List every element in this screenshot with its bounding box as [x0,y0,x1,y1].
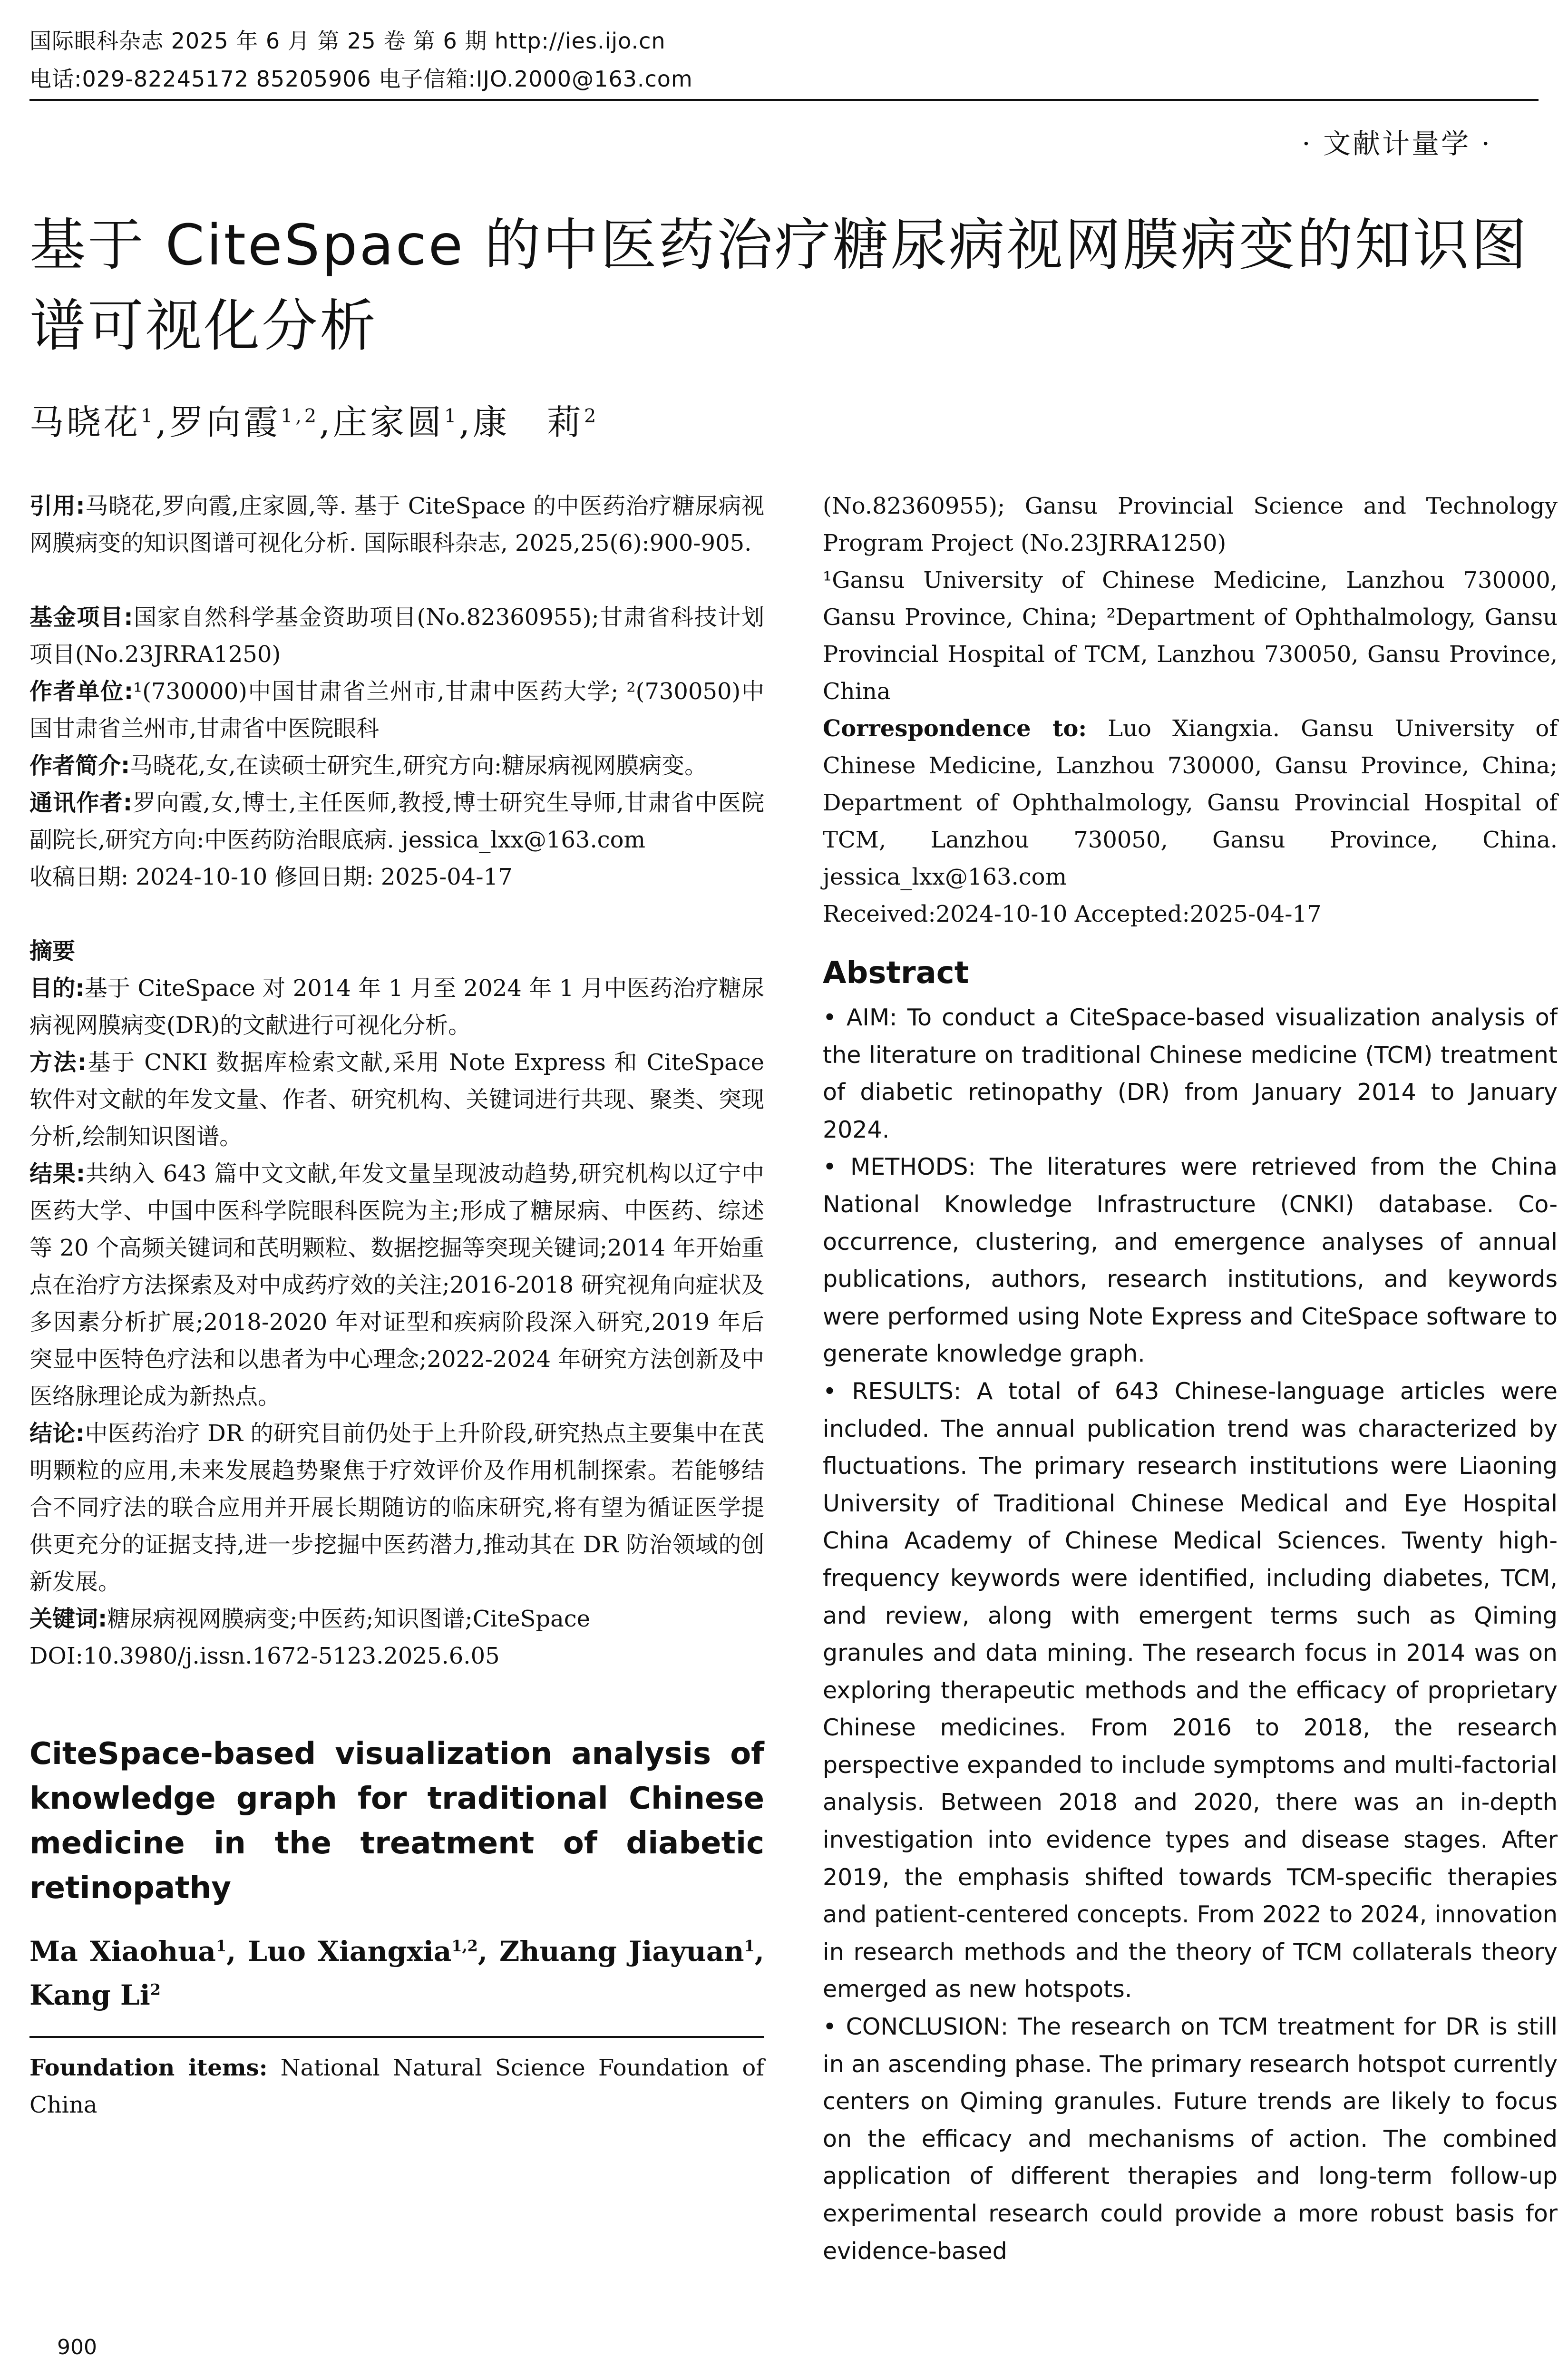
abstract-results: • RESULTS: A total of 643 Chinese-language articles were included. The annual publication trend was characterized by fluctuations. The primary research institutions were Liaoning University of Traditional Chinese Medical and Eye Hospital China Academy of Chinese Medical Sciences. Twenty high-frequency keywords were identified, including diabetes, TCM, and review, along with emergent terms such as Qiming granules and data mining. The research focus in 2014 was on exploring therapeutic methods and the efficacy of proprietary Chinese medicines. From 2016 to 2018, the research perspective expanded to include symptoms and multi-factorial analysis. Between 2018 and 2020, there was an in-depth investigation into evidence types and disease stages. After 2019, the emphasis shifted towards TCM-specific therapies and patient-centered concepts. From 2022 to 2024, innovation in research methods and the theory of TCM collaterals theory emerged as new hotspots. [823,1377,1558,2003]
author-affiliation: 2 [150,1980,161,1999]
citation-label: 引用: [29,493,85,519]
author-name: 康 莉 [473,402,584,442]
english-title: CiteSpace-based visualization analysis of knowledge graph for traditional Chinese medicine in the treatment of diabetic retinopathy [29,1736,764,1906]
foundation-items [29,2049,764,2124]
keywords-label: 关键词: [29,1606,107,1632]
foundation-text: National Natural Science Foundation of China [29,2055,764,2118]
author-affiliation: 1 [444,405,459,427]
method-text: 基于 CNKI 数据库检索文献,采用 Note Express 和 CiteSpace 软件对文献的年发文量、作者、研究机构、关键词进行共现、聚类、突现分析,绘制知识图谱。 [29,1049,764,1150]
journal-header-line1: 国际眼科杂志 2025 年 6 月 第 25 卷 第 6 期 http://ies.ijo.cn [29,28,666,54]
unit-text: ¹(730000)中国甘肃省兰州市,甘肃中医药大学; ²(730050)中国甘肃省兰州市,甘肃省中医院眼科 [29,678,764,742]
author-name: 罗向霞 [169,402,281,442]
unit [29,673,764,747]
bio-label: 作者简介: [29,752,130,779]
received-accepted: Received:2024-10-10 Accepted:2025-04-17 [823,901,1322,927]
corr-label: 通讯作者: [29,789,133,816]
section-tag: · 文献计量学 · [1302,127,1492,160]
foundation-label: Foundation items: [29,2055,268,2081]
conclusion-label: 结论: [29,1420,85,1447]
abstract-aim: • AIM: To conduct a CiteSpace-based visualization analysis of the literature on traditional Chinese medicine (TCM) treatment of diabetic retinopathy (DR) from January 2014 to January 2024. [823,1004,1558,1143]
author-name: Kang Li [29,1979,150,2011]
english-authors: Ma Xiaohua$^1$, Luo Xiangxia$^{1,2}$, Zhuang Jiayuan$^1$, Kang Li$^2$ [29,1935,764,2011]
correspondence-label: Correspondence to: [823,715,1087,742]
page-number: 900 [57,2335,97,2359]
correspondence [823,710,1558,896]
journal-header-line2: 电话:029-82245172 85205906 电子信箱:IJO.2000@163.com [29,66,693,92]
abstract-conclusion: • CONCLUSION: The research on TCM treatment for DR is still in an ascending phase. The primary research hotspot currently centers on Qiming granules. Future trends are likely to focus on the efficacy and mechanisms of action. The combined application of different therapies and long-term follow-up experimental research could provide a more robust basis for evidence-based [823,2013,1558,2265]
correspondence-text: Luo Xiangxia. Gansu University of Chinese Medicine, Lanzhou 730000, Gansu Province, China; Department of Ophthalmology, Gansu Provincial Hospital of TCM, Lanzhou 730050, Gansu Province, China. jessica_lxx@163.com [823,715,1558,890]
method [29,1044,764,1155]
fund [29,599,764,673]
aim-text: 基于 CiteSpace 对 2014 年 1 月至 2024 年 1 月中医药治疗糖尿病视网膜病变(DR)的文献进行可视化分析。 [29,975,764,1039]
author-bio [29,747,764,784]
result-label: 结果: [29,1160,86,1187]
bio-text: 马晓花,女,在读硕士研究生,研究方向:糖尿病视网膜病变。 [130,752,708,779]
chinese-authors: 马晓花$^1$,罗向霞$^{1,2}$,庄家圆$^1$,康 莉$^2$ [29,402,599,442]
abstract-heading: Abstract [823,955,969,991]
author-affiliation: 1 [215,1937,227,1955]
author-affiliation: 1 [744,1937,755,1955]
unit-label: 作者单位: [29,678,134,705]
author-name: 庄家圆 [332,402,444,442]
aim-label: 目的: [29,975,85,1002]
corr-text: 罗向霞,女,博士,主任医师,教授,博士研究生导师,甘肃省中医院副院长,研究方向:中医药防治眼底病. jessica_lxx@163.com [29,789,764,853]
keywords [29,1600,764,1637]
author-affiliation: 1,2 [451,1937,478,1955]
citation-text: 马晓花,罗向霞,庄家圆,等. 基于 CiteSpace 的中医药治疗糖尿病视网膜病变的知识图谱可视化分析. 国际眼科杂志, 2025,25(6):900-905. [29,493,764,556]
doi[interactable]: DOI:10.3980/j.issn.1672-5123.2025.6.05 [29,1643,500,1669]
conclusion [29,1415,764,1600]
right-column [823,487,1558,2270]
author-affiliation: 1 [141,405,156,427]
abstract-methods: • METHODS: The literatures were retrieved from the China National Knowledge Infrastructure (CNKI) database. Co-occurrence, clustering, and emergence analyses of annual publications, authors, research institutions, and keywords were performed using Note Express and CiteSpace software to generate knowledge graph. [823,1153,1558,1368]
author-affiliation: 2 [584,405,599,427]
column-rule [29,2036,764,2038]
aim [29,970,764,1044]
fund-text: 国家自然科学基金资助项目(No.82360955);甘肃省科技计划项目(No.23JRRA1250) [29,604,764,668]
citation [29,487,764,562]
method-label: 方法: [29,1049,87,1076]
fund-label: 基金项目: [29,604,133,631]
result-text: 共纳入 643 篇中文文献,年发文量呈现波动趋势,研究机构以辽宁中医药大学、中国中医科学院眼科医院为主;形成了糖尿病、中医药、综述等 20 个高频关键词和芪明颗粒、数据挖掘等突现关键词;2014 年开始重点在治疗方法探索及对中成药疗效的关注;2016-2018 研究视角向症状及多因素分析扩展;2018-2020 年对证型和疾病阶段深入研究,2019 年后突显中医特色疗法和以患者为中心理念;2022-2024 年研究方法创新及中医络脉理论成为新热点。 [29,1160,765,1410]
conclusion-text: 中医药治疗 DR 的研究目前仍处于上升阶段,研究热点主要集中在芪明颗粒的应用,未来发展趋势聚焦于疗效评价及作用机制探索。若能够结合不同疗法的联合应用并开展长期随访的临床研究,将有望为循证医学提供更充分的证据支持,进一步挖掘中医药潜力,推动其在 DR 防治领域的创新发展。 [29,1420,765,1595]
keywords-text: 糖尿病视网膜病变;中医药;知识图谱;CiteSpace [107,1606,591,1632]
left-column [29,487,764,2124]
corresponding-author [29,784,764,858]
author-name: 马晓花 [29,402,141,442]
dates: 收稿日期: 2024-10-10 修回日期: 2025-04-17 [29,864,513,890]
author-name: Luo Xiangxia [248,1935,452,1968]
affiliations: ¹Gansu University of Chinese Medicine, Lanzhou 730000, Gansu Province, China; ²Department of Ophthalmology, Gansu Provincial Hospital of TCM, Lanzhou 730050, Gansu Province, China [823,567,1558,705]
author-affiliation: 1,2 [281,405,320,427]
author-name: Ma Xiaohua [29,1935,216,1968]
foundation-continued: (No.82360955); Gansu Provincial Science and Technology Program Project (No.23JRRA1250) [823,493,1558,556]
header-rule [29,99,1539,101]
author-name: Zhuang Jiayuan [499,1935,744,1968]
summary-heading: 摘要 [29,938,76,964]
chinese-title: 基于 CiteSpace 的中医药治疗糖尿病视网膜病变的知识图谱可视化分析 [29,212,1529,359]
result [29,1155,764,1415]
